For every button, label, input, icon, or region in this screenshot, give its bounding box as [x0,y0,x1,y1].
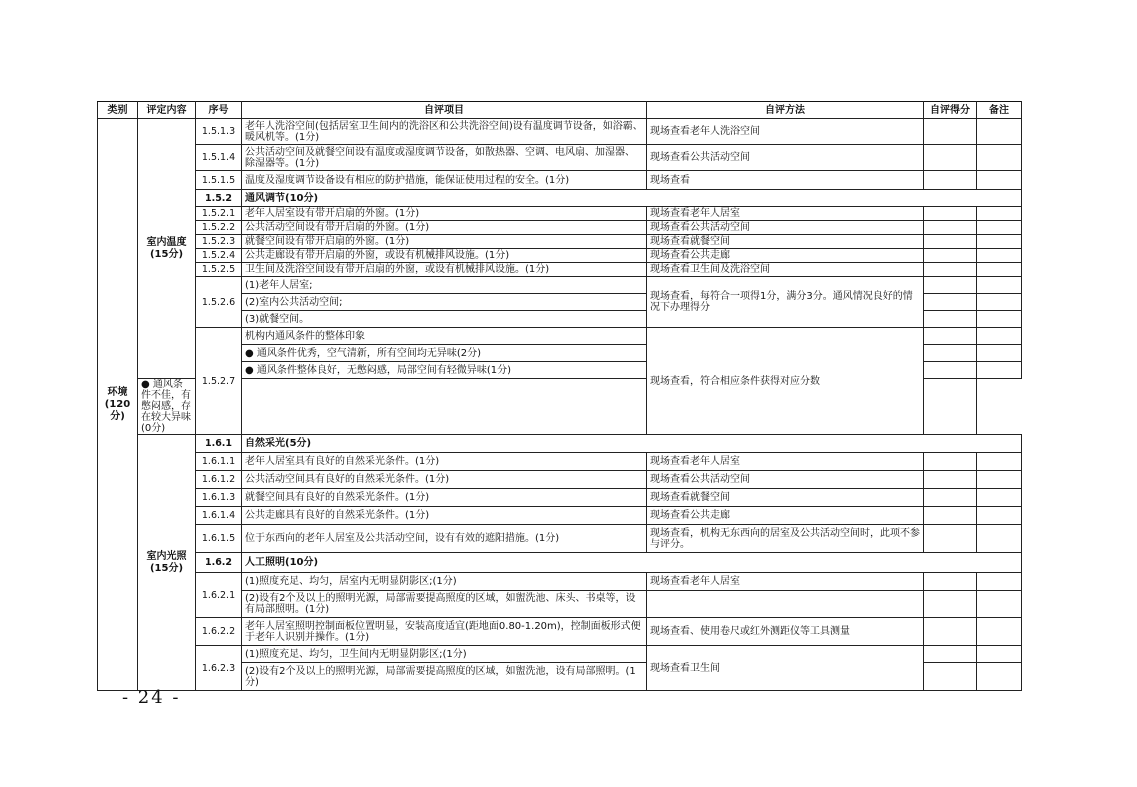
row-subitem: ● 通风条件优秀，空气清新，所有空间均无异味(2分) [242,345,647,362]
note-cell[interactable] [977,489,1022,507]
score-cell[interactable] [924,507,977,525]
table-row [98,145,1022,171]
content-light [138,435,196,691]
row-code: 1.5.2.6 [196,277,242,328]
score-cell[interactable] [924,618,977,646]
table-row [98,453,1022,471]
row-item: 公共活动空间及就餐空间设有温度或湿度调节设备，如散热器、空调、电风扇、加湿器、除湿器等。(1分) [242,145,647,171]
score-cell[interactable] [924,119,977,145]
table-row [98,221,1022,235]
row-code: 1.5.1.5 [196,171,242,190]
table-header-row [98,102,1022,119]
note-cell[interactable] [977,591,1022,618]
row-method: 现场查看公共活动空间 [647,471,924,489]
row-item: 老年人居室设有带开启扇的外窗。(1分) [242,207,647,221]
row-subitem: ● 通风条件整体良好，无憋闷感，局部空间有轻微异味(1分) [242,362,647,379]
score-cell[interactable] [924,263,977,277]
note-cell[interactable] [977,345,1022,362]
table-row [98,119,1022,145]
row-item: 就餐空间设有带开启扇的外窗。(1分) [242,235,647,249]
row-code: 1.5.2.1 [196,207,242,221]
row-method: 现场查看，机构无东西向的居室及公共活动空间时，此项不参与评分。 [647,525,924,553]
row-code: 1.6.2.3 [196,646,242,691]
row-code: 1.6.1.4 [196,507,242,525]
row-item: 公共活动空间具有良好的自然采光条件。(1分) [242,471,647,489]
note-cell[interactable] [977,646,1022,663]
row-code: 1.6.1.5 [196,525,242,553]
note-cell[interactable] [977,249,1022,263]
table-row [98,249,1022,263]
row-method: 现场查看公共活动空间 [647,221,924,235]
row-item: 位于东西向的老年人居室及公共活动空间，设有有效的遮阳措施。(1分) [242,525,647,553]
row-item: 卫生间及洗浴空间设有带开启扇的外窗，或设有机械排风设施。(1分) [242,263,647,277]
row-code: 1.6.2.2 [196,618,242,646]
row-code: 1.6.1.2 [196,471,242,489]
row-code: 1.5.1.4 [196,145,242,171]
score-cell[interactable] [924,345,977,362]
table-row [98,471,1022,489]
row-item: 就餐空间具有良好的自然采光条件。(1分) [242,489,647,507]
row-method: 现场查看公共走廊 [647,507,924,525]
score-cell[interactable] [924,362,977,379]
row-subitem: (2)设有2个及以上的照明光源，局部需要提高照度的区域，如盥洗池，设有局部照明。(1分) [242,663,647,691]
row-method: 现场查看 [647,171,924,190]
note-cell[interactable] [977,207,1022,221]
row-method: 现场查看公共走廊 [647,249,924,263]
note-cell[interactable] [977,618,1022,646]
row-code: 1.5.2.3 [196,235,242,249]
row-code: 1.5.1.3 [196,119,242,145]
row-subitem: (1)照度充足、均匀，卫生间内无明显阴影区;(1分) [242,646,647,663]
score-cell[interactable] [924,145,977,171]
category-cell [98,119,138,691]
section-title: 人工照明(10分) [242,553,1022,573]
section-row [98,553,1022,573]
row-item: 公共走廊具有良好的自然采光条件。(1分) [242,507,647,525]
row-method: 现场查看老年人居室 [647,453,924,471]
score-cell[interactable] [924,663,977,691]
content-temperature-points: (15分) [149,248,184,260]
note-cell[interactable] [977,171,1022,190]
row-method: 现场查看卫生间 [647,646,924,691]
note-cell[interactable] [924,379,977,435]
row-code: 1.5.2.5 [196,263,242,277]
row-code: 1.6.1.3 [196,489,242,507]
row-item: 老年人居室具有良好的自然采光条件。(1分) [242,453,647,471]
table-row [98,646,1022,663]
table-row [98,207,1022,221]
score-cell[interactable] [924,277,977,294]
content-temperature [138,119,196,379]
note-cell[interactable] [977,235,1022,249]
note-cell[interactable] [977,311,1022,328]
score-cell[interactable] [924,207,977,221]
row-code: 1.5.2.4 [196,249,242,263]
row-method: 现场查看，每符合一项得1分，满分3分。通风情况良好的情况下办理得分 [647,277,924,328]
note-cell[interactable] [977,119,1022,145]
note-cell[interactable] [977,573,1022,591]
score-cell[interactable] [924,171,977,190]
table-row [98,277,1022,294]
note-cell[interactable] [977,328,1022,345]
row-item: 公共走廊设有带开启扇的外窗，或设有机械排风设施。(1分) [242,249,647,263]
row-method-empty [647,591,924,618]
note-cell[interactable] [977,525,1022,553]
score-cell[interactable] [924,489,977,507]
row-subitem: (1)照度充足、均匀，居室内无明显阴影区;(1分) [242,573,647,591]
score-cell[interactable] [924,328,977,345]
score-cell[interactable] [924,221,977,235]
row-code: 1.5.2.2 [196,221,242,235]
category-points: (120 [104,398,131,410]
note-cell[interactable] [977,277,1022,294]
row-subitem: (2)设有2个及以上的照明光源，局部需要提高照度的区域，如盥洗池、床头、书桌等，设有局部照明。(1分) [242,591,647,618]
page-number: - 24 - [122,687,181,708]
row-method: 现场查看、使用卷尺或红外测距仪等工具测量 [647,618,924,646]
note-cell[interactable] [977,453,1022,471]
row-method: 现场查看，符合相应条件获得对应分数 [647,328,924,435]
row-method: 现场查看卫生间及洗浴空间 [647,263,924,277]
header-score: 自评得分 [924,102,977,119]
note-cell[interactable] [977,663,1022,691]
note-cell[interactable] [977,221,1022,235]
row-method: 现场查看就餐空间 [647,489,924,507]
row-subitem: (1)老年人居室; [242,277,647,294]
table-row [98,263,1022,277]
table-row [98,525,1022,553]
section-row [98,435,1022,453]
section-title: 自然采光(5分) [242,435,1022,453]
score-cell[interactable] [924,573,977,591]
section-code: 1.6.1 [196,435,242,453]
note-cell[interactable] [977,362,1022,379]
row-method: 现场查看公共活动空间 [647,145,924,171]
row-subitem: ● 通风条件不佳，有憋闷感，存在较大异味(0分) [138,379,196,435]
content-light-label: 室内光照 [146,550,187,562]
row-method: 现场查看老年人居室 [647,207,924,221]
header-category: 类别 [98,102,138,119]
category-unit: 分) [110,410,125,422]
row-item: 公共活动空间设有带开启扇的外窗。(1分) [242,221,647,235]
row-item: 老年人洗浴空间(包括居室卫生间内的洗浴区和公共洗浴空间)设有温度调节设备，如浴霸、暖风机等。(1分) [242,119,647,145]
section-row [98,190,1022,207]
content-temperature-label: 室内温度 [146,236,187,248]
section-code: 1.6.2 [196,553,242,573]
content-light-points: (15分) [149,562,184,574]
row-subitem: 机构内通风条件的整体印象 [242,328,647,345]
note-cell[interactable] [977,507,1022,525]
row-code: 1.6.1.1 [196,453,242,471]
score-cell[interactable] [924,525,977,553]
score-cell[interactable] [924,235,977,249]
score-cell[interactable] [924,471,977,489]
score-cell[interactable] [924,646,977,663]
note-cell[interactable] [977,145,1022,171]
note-cell[interactable] [977,471,1022,489]
note-cell[interactable] [977,263,1022,277]
row-code: 1.5.2.7 [196,328,242,435]
score-cell[interactable] [924,453,977,471]
score-cell[interactable] [924,249,977,263]
table-row [98,328,1022,345]
table-row [98,235,1022,249]
row-subitem: (3)就餐空间。 [242,311,647,328]
header-code: 序号 [196,102,242,119]
score-cell[interactable] [242,379,647,435]
header-content: 评定内容 [138,102,196,119]
table-row [98,618,1022,646]
score-cell[interactable] [924,311,977,328]
category-name: 环境 [107,386,128,398]
table-row [98,573,1022,591]
row-item: 老年人居室照明控制面板位置明显，安装高度适宜(距地面0.80-1.20m)，控制面板形式便于老年人识别并操作。(1分) [242,618,647,646]
evaluation-table [97,101,1022,691]
header-item: 自评项目 [242,102,647,119]
table-row [98,171,1022,190]
score-cell[interactable] [924,294,977,311]
score-cell[interactable] [924,591,977,618]
table-row [98,489,1022,507]
row-subitem: (2)室内公共活动空间; [242,294,647,311]
row-method: 现场查看就餐空间 [647,235,924,249]
section-title: 通风调节(10分) [242,190,1022,207]
table-row [98,507,1022,525]
row-item: 温度及湿度调节设备设有相应的防护措施，能保证使用过程的安全。(1分) [242,171,647,190]
row-method: 现场查看老年人洗浴空间 [647,119,924,145]
row-code: 1.6.2.1 [196,573,242,618]
row-method: 现场查看老年人居室 [647,573,924,591]
note-cell[interactable] [977,294,1022,311]
header-note: 备注 [977,102,1022,119]
section-code: 1.5.2 [196,190,242,207]
header-method: 自评方法 [647,102,924,119]
